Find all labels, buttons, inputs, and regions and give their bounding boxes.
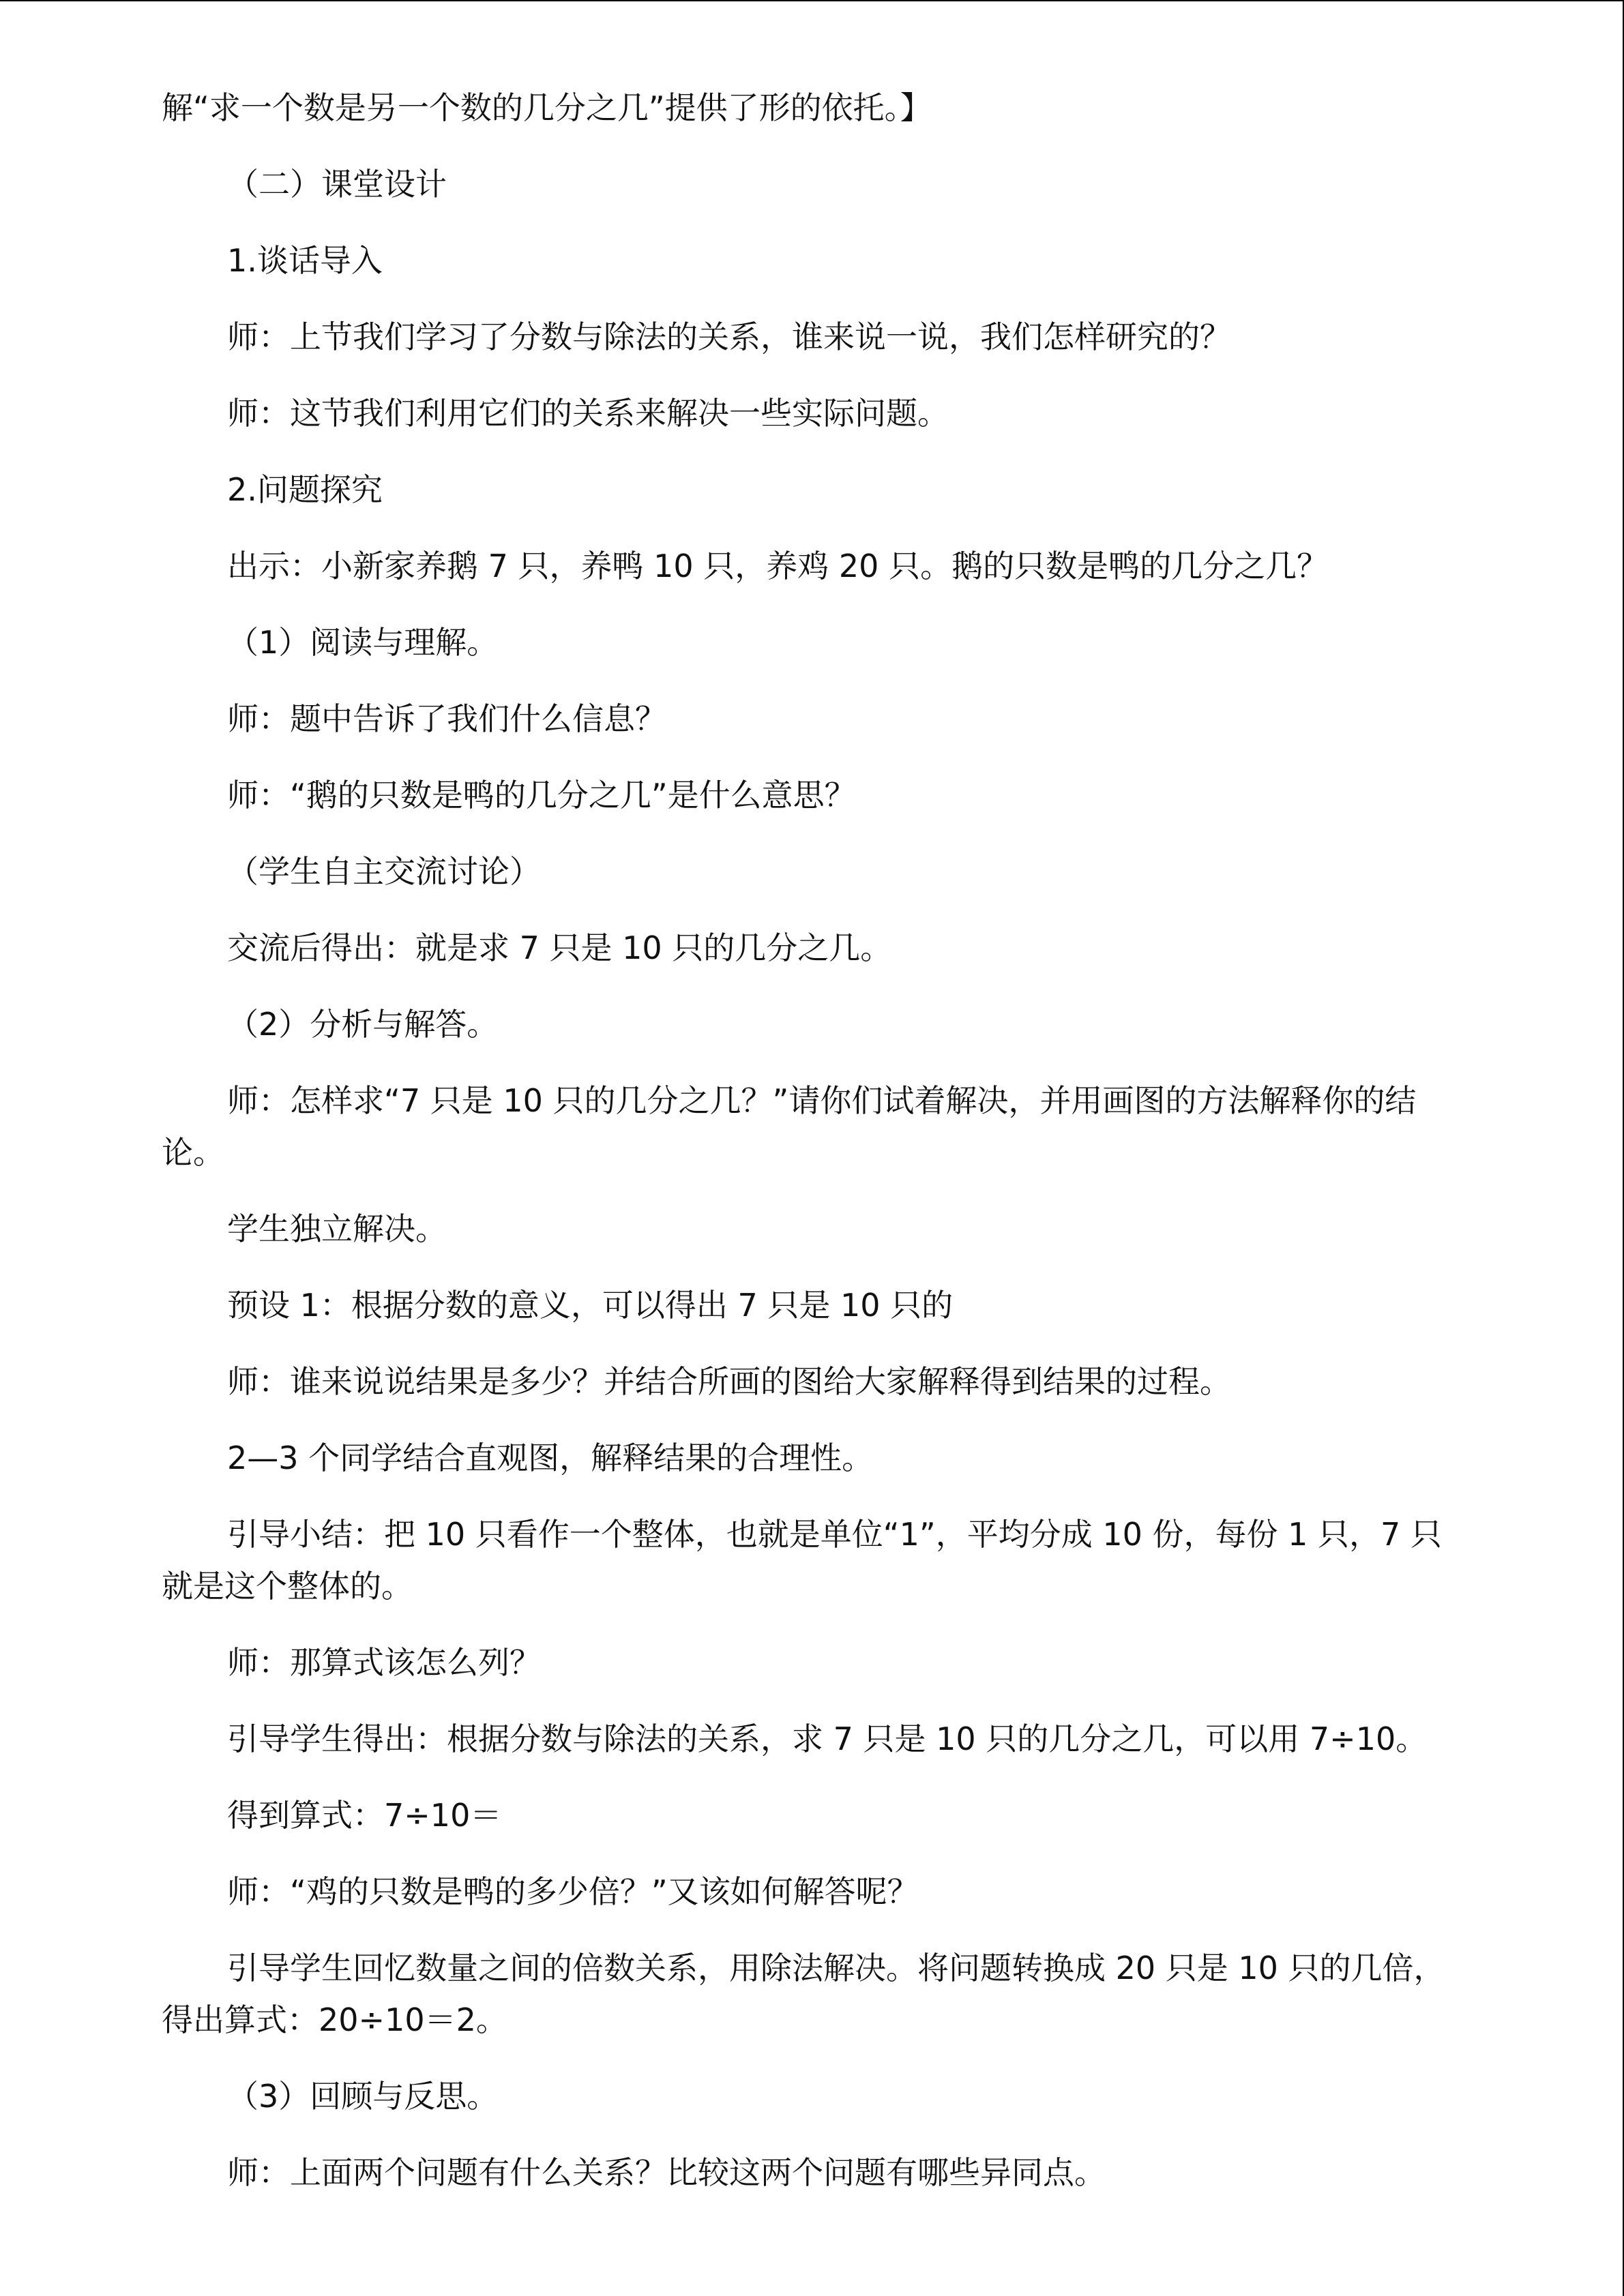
document-body (162, 82, 1471, 2223)
paragraph: 师：谁来说说结果是多少？并结合所画的图给大家解释得到结果的过程。 (227, 1363, 1231, 1400)
paragraph: 解“求一个数是另一个数的几分之几”提供了形的依托。】 (162, 89, 932, 126)
subsection-heading: 2.问题探究 (227, 471, 383, 508)
paragraph: 交流后得出：就是求 7 只是 10 只的几分之几。 (227, 929, 892, 966)
paragraph: 引导学生回忆数量之间的倍数关系，用除法解决。将问题转换成 20 只是 10 只的几倍，得出算式：20÷10＝2。 (162, 1950, 1445, 2038)
paragraph: 引导学生得出：根据分数与除法的关系，求 7 只是 10 只的几分之几，可以用 7÷10。 (227, 1720, 1428, 1757)
paragraph: （学生自主交流讨论） (227, 853, 541, 890)
paragraph: 引导小结：把 10 只看作一个整体，也就是单位“1”，平均分成 10 份，每份 1 只，7 只就是这个整体的。 (162, 1516, 1442, 1605)
step-heading: （3）回顾与反思。 (227, 2078, 499, 2115)
paragraph: 师：“鸡的只数是鸭的多少倍？”又该如何解答呢？ (227, 1873, 919, 1910)
paragraph: 师：怎样求“7 只是 10 只的几分之几？”请你们试着解决，并用画图的方法解释你的结论。 (162, 1082, 1417, 1171)
paragraph: 师：那算式该怎么列？ (227, 1644, 541, 1681)
paragraph: 学生独立解决。 (227, 1210, 447, 1247)
paragraph: 2—3 个同学结合直观图，解释结果的合理性。 (227, 1440, 874, 1476)
paragraph: 师：上面两个问题有什么关系？比较这两个问题有哪些异同点。 (227, 2154, 1106, 2191)
paragraph: 师：上节我们学习了分数与除法的关系，谁来说一说，我们怎样研究的？ (227, 318, 1231, 355)
step-heading: （1）阅读与理解。 (227, 624, 499, 661)
paragraph: 师：“鹅的只数是鸭的几分之几”是什么意思？ (227, 777, 856, 814)
step-heading: （2）分析与解答。 (227, 1006, 499, 1043)
paragraph: 师：题中告诉了我们什么信息？ (227, 700, 666, 737)
paragraph: 预设 1：根据分数的意义，可以得出 7 只是 10 只的 (227, 1287, 954, 1324)
section-heading: （二）课堂设计 (227, 166, 447, 203)
paragraph: 师：这节我们利用它们的关系来解决一些实际问题。 (227, 395, 949, 432)
subsection-heading: 1.谈话导入 (227, 242, 383, 279)
paragraph: 出示：小新家养鹅 7 只，养鸭 10 只，养鸡 20 只。鹅的只数是鸭的几分之几？ (227, 548, 1329, 584)
paragraph: 得到算式：7÷10＝ (227, 1797, 502, 1834)
